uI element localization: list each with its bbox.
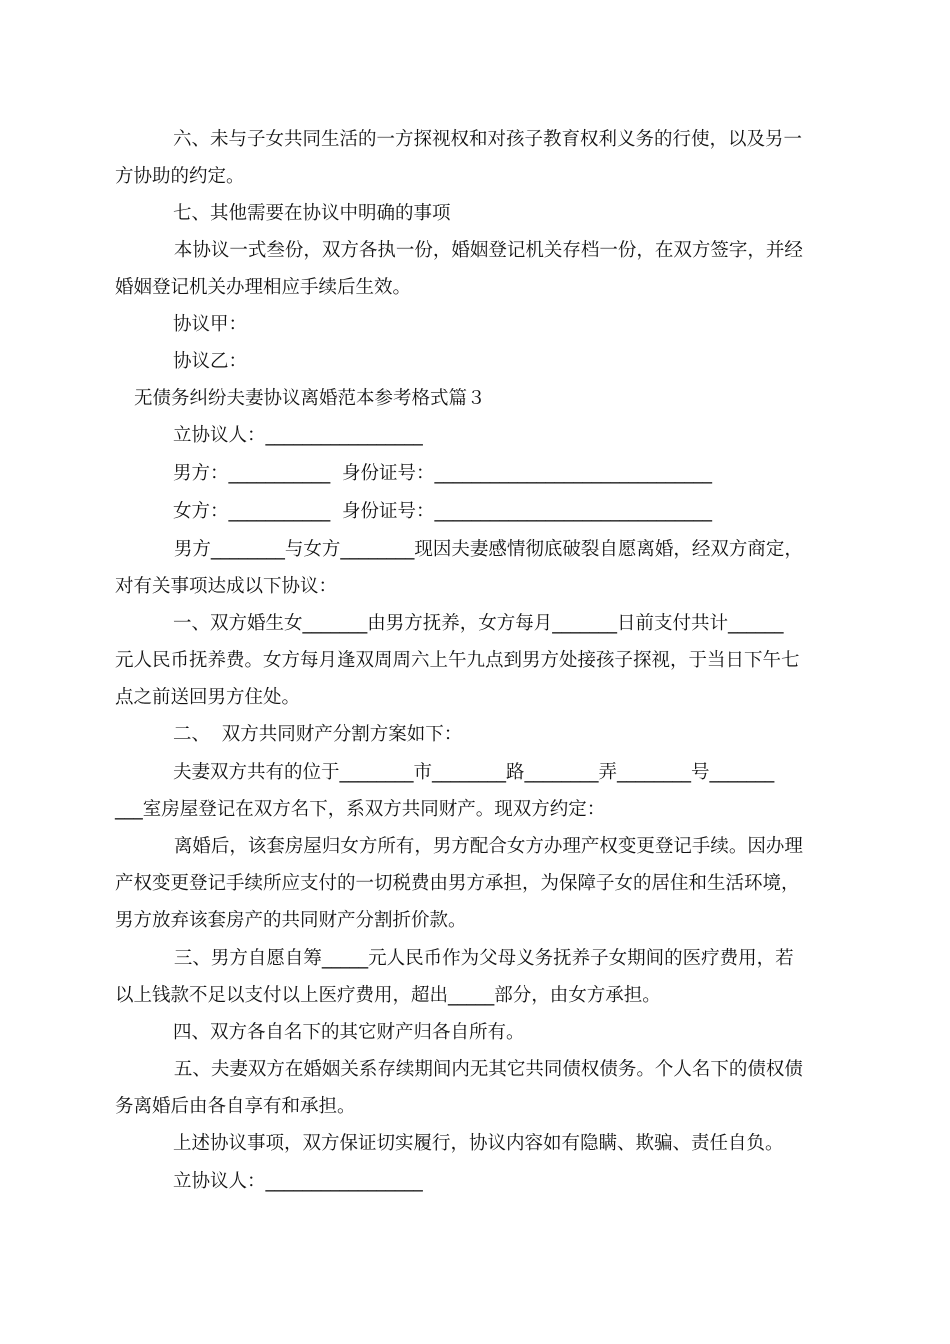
paragraph-line: 离婚后，该套房屋归女方所有，男方配合女方办理产权变更登记手续。因办理 [168, 836, 803, 857]
section-heading: 七、其他需要在协议中明确的事项 [173, 203, 451, 224]
paragraph-line: 三、男方自愿自筹_____元人民币作为父母义务抚养子女期间的医疗费用，若 [168, 948, 794, 969]
paragraph-line: 元人民币抚养费。女方每月逢双周周六上午九点到男方处接孩子探视，于当日下午七 [115, 650, 800, 671]
paragraph-line: 本协议一式叁份，双方各执一份，婚姻登记机关存档一份，在双方签字，并经 [168, 240, 803, 261]
signature-line: 协议甲： [173, 314, 248, 335]
paragraph-line: 四、双方各自名下的其它财产归各自所有。 [173, 1022, 525, 1043]
paragraph-line: 男方放弃该套房产的共同财产分割折价款。 [115, 910, 467, 931]
paragraph-line: 男方________与女方________现因夫妻感情彻底破裂自愿离婚，经双方商定， [168, 539, 803, 560]
document-title: 无债务纠纷夫妻协议离婚范本参考格式篇３ [134, 388, 486, 409]
form-field-line: 立协议人：_________________ [173, 425, 423, 446]
signature-line: 协议乙： [173, 351, 248, 372]
paragraph-line: 一、双方婚生女_______由男方抚养，女方每月_______日前支付共计______ [173, 613, 784, 634]
paragraph-line: 六、未与子女共同生活的一方探视权和对孩子教育权利义务的行使，以及另一 [173, 129, 803, 150]
form-field-line: 男方：___________ 身份证号：______________________________ [173, 463, 713, 484]
paragraph-line: 产权变更登记手续所应支付的一切税费由男方承担，为保障子女的居住和生活环境， [115, 873, 800, 894]
paragraph-line: 务离婚后由各自享有和承担。 [115, 1096, 356, 1117]
paragraph-line: 夫妻双方共有的位于________市________路________弄________号_______ [173, 762, 775, 783]
form-field-line: 女方：___________ 身份证号：______________________________ [173, 501, 713, 522]
paragraph-line: 婚姻登记机关办理相应手续后生效。 [115, 277, 412, 298]
paragraph-line: 点之前送回男方住处。 [115, 687, 301, 708]
paragraph-line: 五、夫妻双方在婚姻关系存续期间内无其它共同债权债务。个人名下的债权债 [168, 1059, 803, 1080]
paragraph-line: 以上钱款不足以支付以上医疗费用，超出_____部分，由女方承担。 [115, 985, 661, 1006]
paragraph-line: 方协助的约定。 [115, 166, 245, 187]
section-heading: 二、 双方共同财产分割方案如下： [173, 724, 463, 745]
paragraph-line: ___室房屋登记在双方名下，系双方共同财产。现双方约定： [115, 799, 606, 820]
paragraph-line: 对有关事项达成以下协议： [115, 576, 338, 597]
form-field-line: 立协议人：_________________ [173, 1171, 423, 1192]
paragraph-line: 上述协议事项，双方保证切实履行，协议内容如有隐瞒、欺骗、责任自负。 [173, 1133, 784, 1154]
